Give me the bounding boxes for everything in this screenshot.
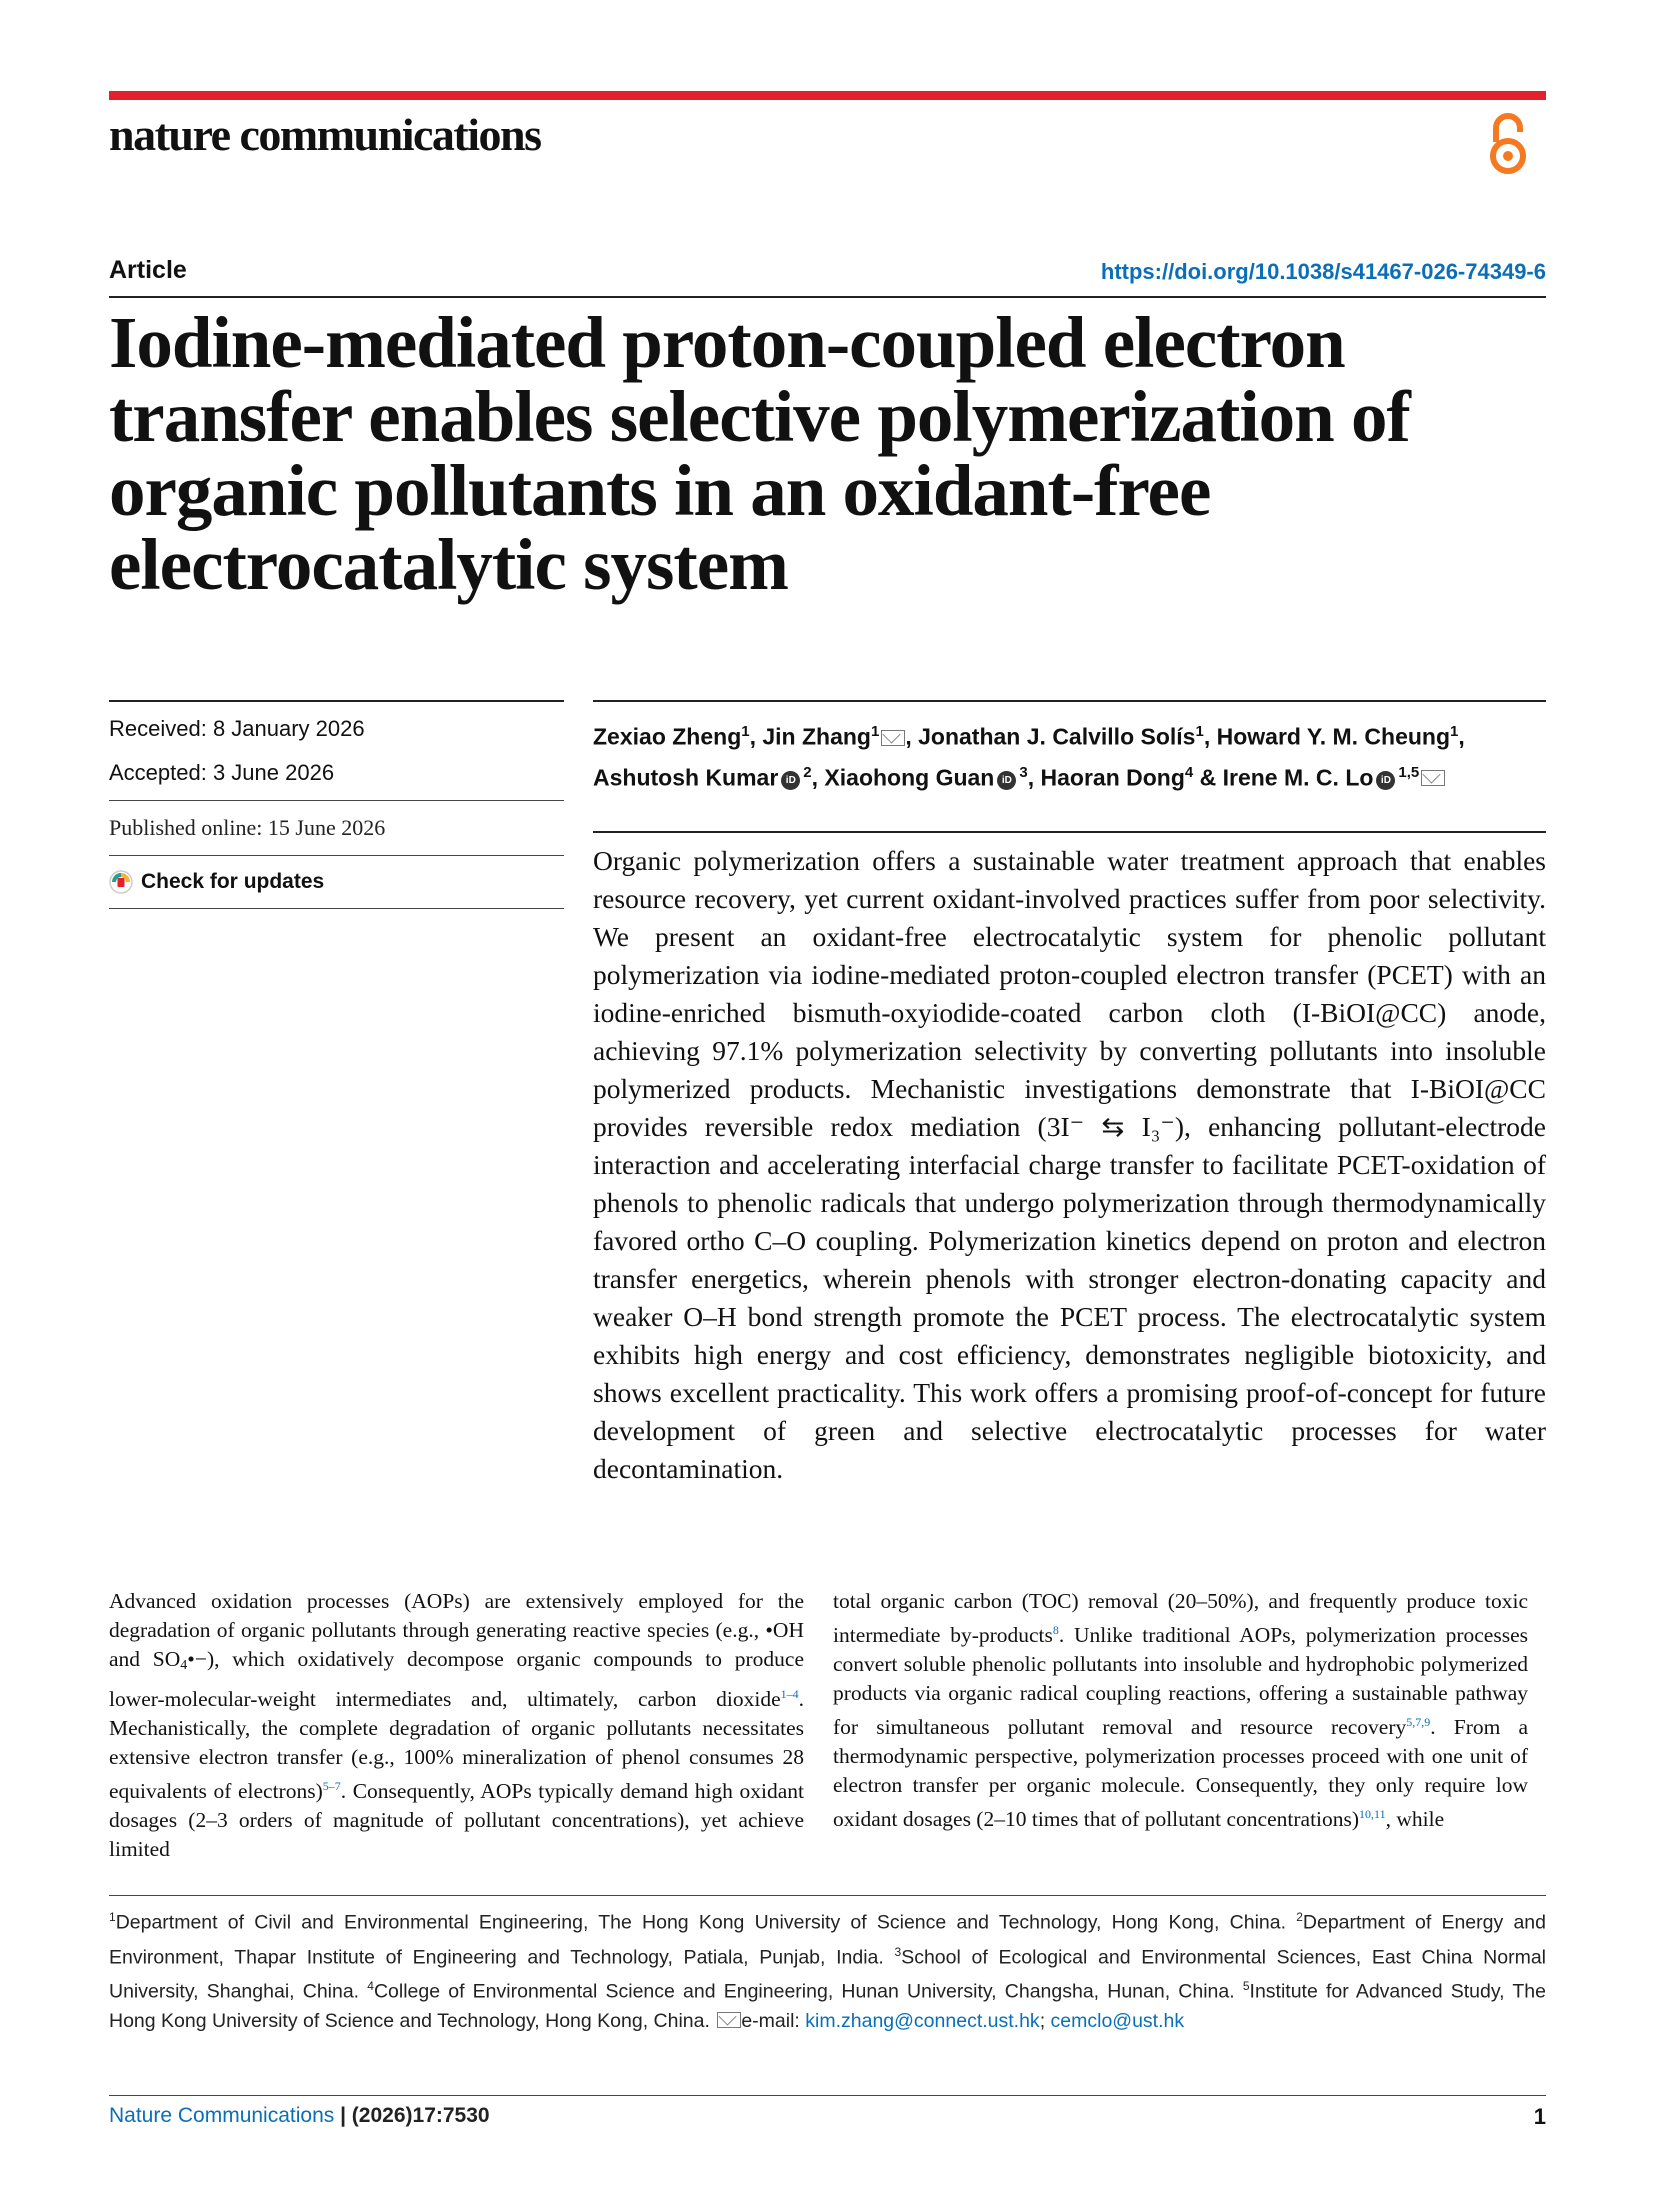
email-envelope-icon[interactable] — [881, 730, 905, 746]
citation-reference[interactable]: 5,7,9 — [1406, 1715, 1431, 1730]
doi-link[interactable]: https://doi.org/10.1038/s41467-026-74349-6 — [1100, 259, 1546, 284]
author-affiliation-number: 1 — [1195, 723, 1204, 740]
citation-reference[interactable]: 8 — [1052, 1623, 1059, 1637]
brand-bar — [109, 91, 1546, 100]
author-name[interactable]: Ashutosh Kumar — [593, 764, 779, 791]
footer-divider — [109, 2095, 1546, 2096]
email-envelope-icon[interactable] — [1421, 770, 1445, 786]
body-text: . Unlike traditional AOPs, polymerization processes convert soluble phenolic pollutants into insoluble and hydrophobic polymerized products via organic radical coupling reactions, offering a sustainable pathway for simultaneous pollutant removal and resource recovery — [833, 1623, 1528, 1740]
body-text: •−), which oxidatively decompose organic compounds to produce lower-molecular-weight intermediates and, ultimately, carbon dioxide — [109, 1647, 805, 1712]
affiliation-number: 3 — [894, 1944, 902, 1959]
affiliation-text: School of Ecological and Environmental Sciences, East China Normal University, Shanghai, China. — [109, 1946, 1546, 2003]
body-text: . From a thermodynamic perspective, polymerization processes proceed with one unit of electron transfer per organic molecule. Consequently, they only require low oxidant dosages (2–10 times that of pollutant concentrations) — [833, 1715, 1528, 1832]
affiliation-number: 2 — [1296, 1910, 1303, 1924]
author-affiliation-number: 1 — [1450, 723, 1459, 740]
email-link[interactable]: kim.zhang@connect.ust.hk — [805, 2009, 1040, 2032]
citation-reference[interactable]: 5–7 — [322, 1779, 341, 1794]
author-affiliation-number: 1 — [741, 723, 750, 740]
affiliation-number: 1 — [109, 1910, 116, 1924]
author-name[interactable]: Howard Y. M. Cheung — [1216, 723, 1451, 750]
affiliation-text: Department of Energy and Environment, Thapar Institute of Engineering and Technology, Patiala, Punjab, India. — [109, 1911, 1546, 1968]
author-affiliation-number: 3 — [1019, 763, 1028, 781]
check-updates-label: Check for updates — [141, 870, 325, 893]
affiliation-text: Institute for Advanced Study, The Hong Kong University of Science and Technology, Hong Kong, China. — [109, 1980, 1546, 2032]
accepted-date: Accepted: 3 June 2026 — [109, 760, 335, 785]
footer-citation — [109, 2104, 490, 2128]
dates-divider-bottom — [109, 908, 564, 909]
body-text: . Mechanistically, the complete degradation of organic pollutants necessitates extensive electron transfer (e.g., 100% mineralization of phenol consumes 28 equivalents of electrons) — [109, 1687, 804, 1804]
author-name[interactable]: Irene M. C. Lo — [1222, 764, 1374, 791]
email-envelope-icon — [717, 2012, 741, 2028]
affiliations-divider — [109, 1895, 1546, 1896]
check-updates-icon — [109, 870, 133, 894]
journal-logo: nature communications — [109, 109, 541, 160]
author-name[interactable]: Xiaohong Guan — [824, 764, 995, 791]
body-column-right — [833, 1587, 1528, 1834]
article-type: Article — [109, 256, 187, 284]
body-text: Advanced oxidation processes (AOPs) are extensively employed for the degradation of organic pollutants through generating reactive species (e.g., — [109, 1589, 804, 1642]
check-updates-button[interactable] — [109, 856, 564, 908]
citation-reference[interactable]: 10,11 — [1359, 1807, 1386, 1822]
header-divider — [109, 296, 1546, 298]
body-text: , while — [1385, 1807, 1445, 1832]
affiliation-text: Department of Civil and Environmental Engineering, The Hong Kong University of Science and Technology, Hong Kong, China. — [115, 1911, 1297, 1934]
footer-journal-link[interactable]: Nature Communications — [109, 2104, 335, 2127]
body-text: . Consequently, AOPs typically demand high oxidant dosages (2–3 orders of magnitude of pollutant concentrations), yet achieve limited — [109, 1779, 804, 1862]
body-column-left — [109, 1587, 804, 1864]
author-affiliation-number: 4 — [1184, 763, 1194, 781]
page-number: 1 — [1533, 2104, 1546, 2129]
author-name[interactable]: Zexiao Zheng — [593, 723, 742, 750]
body-text: •OH and SO — [109, 1618, 804, 1671]
affiliation-number: 4 — [367, 1979, 374, 1993]
author-affiliation-number: 1,5 — [1398, 763, 1420, 781]
abstract-divider — [593, 831, 1546, 833]
author-affiliation-number: 2 — [803, 763, 812, 781]
author-list: Zexiao Zheng$^1$, Jin Zhang$^1$ , Jonathan J. Calvillo Solís$^1$, Howard Y. M. Cheung$^1$, Ashutosh Kumar $iD^2$, Xiaohong Guan $iD^3$, Haoran Dong$^4$ & Irene M. C. Lo iD$^{1,5}$ — [593, 723, 1465, 791]
publication-dates — [109, 700, 564, 909]
orcid-icon[interactable]: iD — [781, 771, 800, 790]
email-label: e-mail: — [741, 2009, 806, 2032]
orcid-icon[interactable]: iD — [1376, 771, 1395, 790]
abstract: Organic polymerization offers a sustainable water treatment approach that enables resource recovery, yet current oxidant-involved practices suffer from poor selectivity. We present an oxidant-free electrocatalytic system for phenolic pollutant polymerization via iodine-mediated proton-coupled electron transfer (PCET) with an iodine-enriched bismuth-oxyiodide-coated carbon cloth (I-BiOI@CC) anode, achieving 97.1% polymerization selectivity by converting pollutants into insoluble polymerized products. Mechanistic investigations demonstrate that I-BiOI@CC provides reversible redox mediation (3I⁻ ⇆ I₃⁻), enhancing pollutant-electrode interaction and accelerating interfacial charge transfer to facilitate PCET-oxidation of phenols to phenolic radicals that undergo polymerization through thermodynamically favored ortho C–O coupling. Polymerization kinetics depend on proton and electron transfer energetics, wherein phenols with stronger electron-donating capacity and weaker O–H bond strength promote the PCET process. The electrocatalytic system exhibits high energy and cost efficiency, demonstrates negligible biotoxicity, and shows excellent practicality. This work offers a promising proof-of-concept for future development of green and selective electrocatalytic processes for water decontamination. — [593, 845, 1546, 1484]
author-affiliation-number: 1 — [871, 723, 880, 740]
author-block — [593, 700, 1546, 795]
published-date: Published online: 15 June 2026 — [109, 815, 386, 840]
email-link[interactable]: cemclo@ust.hk — [1050, 2009, 1185, 2032]
open-access-lock-icon — [1484, 110, 1532, 176]
affiliation-number: 5 — [1242, 1979, 1250, 1993]
footer-citation-text: | (2026)17:7530 — [334, 2104, 490, 2127]
affiliation-text: College of Environmental Science and Engineering, Hunan University, Changsha, Hunan, China. — [373, 1980, 1243, 2003]
affiliations: $^1$Department of Civil and Environmental Engineering, The Hong Kong University of Science and Technology, Hong Kong, China. $^2$Department of Energy and Environment, Thapar Institute of Engineering and Technology, Patiala, Punjab, India. $^3$School of Ecological and Environmental Sciences, East China Normal University, Shanghai, China. $^4$College of Environmental Science and Engineering, Hunan University, Changsha, Hunan, China. $^5$Institute for Advanced Study, The Hong Kong University of Science and Technology, Hong Kong, China. e-mail: kim.zhang@connect.ust.hk; cemclo@ust.hk — [109, 1910, 1546, 2032]
author-name[interactable]: Haoran Dong — [1040, 764, 1185, 791]
body-text: total organic carbon (TOC) removal (20–50%), and frequently produce toxic intermediate by-products — [833, 1589, 1528, 1648]
orcid-icon[interactable]: iD — [997, 771, 1016, 790]
paper-title: Iodine-mediated proton-coupled electron transfer enables selective polymerization of organic pollutants in an oxidant-free electrocatalytic system — [109, 302, 1410, 605]
author-name[interactable]: Jin Zhang — [762, 723, 871, 750]
author-name[interactable]: Jonathan J. Calvillo Solís — [918, 723, 1196, 750]
chemical-subscript: 4 — [180, 1658, 188, 1673]
received-date: Received: 8 January 2026 — [109, 716, 365, 741]
citation-reference[interactable]: 1–4 — [780, 1687, 799, 1701]
